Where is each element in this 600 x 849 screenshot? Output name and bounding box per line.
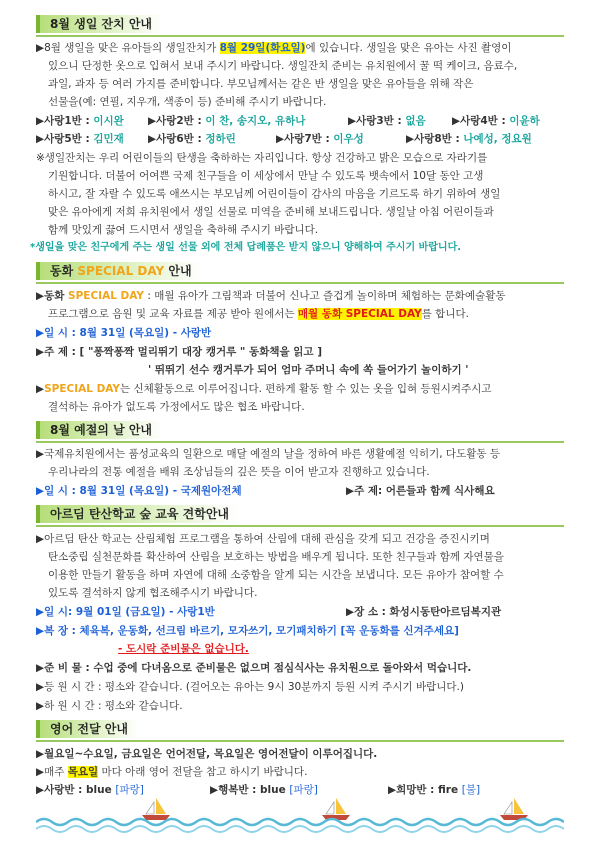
section-title: 아르딤 탄산학교 숲 교육 견학안내 xyxy=(50,507,230,521)
text-line: ▶매주 목요일 마다 아래 영어 전달을 참고 하시기 바랍니다. xyxy=(36,766,308,778)
divider xyxy=(36,525,564,527)
section-title: 8월 생일 잔치 안내 xyxy=(50,17,153,31)
topic-line: ▶주 제: 어른들과 함께 식사해요 xyxy=(346,485,495,497)
notice-line: *생일을 맞은 친구에게 주는 생일 선물 외에 전체 답례품은 받지 않으니 양해하여 주시기 바랍니다. xyxy=(30,242,462,253)
text-line: 우리나라의 전통 예절을 배워 조상님들의 깊은 뜻을 이어 받고자 진행하고 있습니다. xyxy=(48,466,430,478)
english-class-1: ▶사랑반 : blue [파랑] xyxy=(36,784,144,796)
lunchbox-note: - 도시락 준비물은 없습니다. xyxy=(118,643,249,655)
text-line: 있도록 결석하지 않게 협조해주시기 바랍니다. xyxy=(48,587,258,599)
text-line: 이용한 만들기 활동을 하며 자연에 대해 소중함을 알게 되는 시간을 보냅니다. 모든 유아가 참여할 수 xyxy=(48,569,504,581)
text-line: ▶아르딤 탄산 학교는 산림체험 프로그램을 통하여 산림에 대해 관심을 갖게 되고 건강을 증진시키며 xyxy=(36,533,490,545)
birthday-date: 8월 29일(화요일) xyxy=(219,42,306,54)
sailboat-icon xyxy=(322,798,350,820)
topic-line: ' 뛰뛰기 선수 캥거루가 되어 엄마 주머니 속에 쏙 들어가기 놀이하기 ' xyxy=(148,364,469,376)
arrival-line: ▶등 원 시 간 : 평소와 같습니다. (걸어오는 유아는 9시 30분까지 등원 시켜 주시기 바랍니다.) xyxy=(36,681,464,693)
sailboat-icon xyxy=(500,798,528,820)
attire-line: ▶복 장 : 체육복, 운동화, 선크림 바르기, 모자쓰기, 모기패치하기 [꼭 운동화를 신겨주세요] xyxy=(36,625,459,637)
birthday-names-row-1: ▶사랑1반 : 이시완 ▶사랑2반 : 이 찬, 송지오, 유하나 ▶사랑3반 : 없음 ▶사랑4반 : 이윤하 xyxy=(36,115,540,127)
section-header-english xyxy=(36,720,138,738)
sailboat-icon xyxy=(142,798,170,820)
departure-line: ▶하 원 시 간 : 평소와 같습니다. xyxy=(36,700,183,712)
text-line: 있으니 단정한 옷으로 입혀서 보내 주시기 바랍니다. 생일잔치 준비는 유치원에서 꿀 떡 케이크, 음료수, xyxy=(48,60,518,72)
divider xyxy=(36,441,564,443)
divider xyxy=(36,282,564,284)
text-line: 프로그램으로 음원 및 교육 자료를 제공 받아 원에서는 매월 동화 SPECIAL DAY를 합니다. xyxy=(48,308,469,320)
location-line: ▶장 소 : 화성시동탄아르딤복지관 xyxy=(346,606,502,618)
wave-sailboat-decoration xyxy=(36,790,564,836)
divider xyxy=(36,740,564,742)
text-line: 탄소중립 실천문화를 확산하여 산림을 보호하는 방법을 배우게 됩니다. 또한 친구들과 함께 자연물을 xyxy=(48,551,504,563)
text-line: 기원합니다. 더불어 어여쁜 국제 친구들을 이 세상에서 만날 수 있도록 뱃속에서 10달 동안 고생 xyxy=(48,170,484,182)
section-title: 8월 예절의 날 안내 xyxy=(50,423,153,437)
topic-line: ▶주 제 : [ "퐁짝퐁짝 멀리뛰기 대장 캥거루 " 동화책을 읽고 ] xyxy=(36,346,323,358)
text-line: ※생일잔치는 우리 어린이들의 탄생을 축하하는 자리입니다. 항상 건강하고 밝은 모습으로 자라기를 xyxy=(36,152,488,164)
schedule-line: ▶일 시 : 8월 31일 (목요일) - 사랑반 xyxy=(36,327,212,339)
birthday-names-row-2: ▶사랑5반 : 김민재 ▶사랑6반 : 정하린 ▶사랑7반 : 이우성 ▶사랑8반 : 나예성, 정요원 xyxy=(36,133,532,145)
text-line: ▶8월 생일을 맞은 유아들의 생일잔치가 8월 29일(화요일)에 있습니다. 생일을 맞은 유아는 사진 촬영이 xyxy=(36,42,512,54)
section-header-etiquette xyxy=(36,421,162,439)
text-line: 결석하는 유아가 없도록 가정에서도 많은 협조 바랍니다. xyxy=(48,401,305,413)
text-line: 선물을(예: 연필, 지우개, 색종이 등) 준비해 주시기 바랍니다. xyxy=(48,96,327,108)
section-title: 영어 전달 안내 xyxy=(50,722,128,736)
text-line: ▶국제유치원에서는 품성교육의 일환으로 매달 예절의 날을 정하여 바른 생활예절 익히기, 다도활동 등 xyxy=(36,448,500,460)
section-header-forest-school xyxy=(36,505,239,523)
english-class-3: ▶희망반 : fire [불] xyxy=(388,784,481,796)
text-line: ▶월요일~수요일, 금요일은 언어전달, 목요일은 영어전달이 이루어집니다. xyxy=(36,748,378,760)
schedule-line: ▶일 시: 9월 01일 (금요일) - 사랑1반 xyxy=(36,606,215,618)
text-line: 함께 맛있게 끓여 드시면서 생일을 축하해 주시기 바랍니다. xyxy=(48,224,319,236)
divider xyxy=(36,35,564,37)
text-line: 과일, 과자 등 여러 가지를 준비합니다. 부모님께서는 같은 반 생일을 맞은 유아들을 위해 작은 xyxy=(48,78,474,90)
text-line: 맞은 유아에게 저희 유치원에서 생일 선물로 미역을 준비해 보내드립니다. 생일날 아침 어린이들과 xyxy=(48,206,494,218)
schedule-line: ▶일 시 : 8월 31일 (목요일) - 국제원아전체 xyxy=(36,485,242,497)
english-class-2: ▶행복반 : blue [파랑] xyxy=(210,784,318,796)
section-header-birthday xyxy=(36,15,162,33)
text-line: 하시고, 잘 자랄 수 있도록 애쓰시는 부모님께 어린이들이 감사의 마음을 기르도록 하기 위하여 생일 xyxy=(48,188,501,200)
text-line: ▶SPECIAL DAY는 신체활동으로 이루어집니다. 편하게 활동 할 수 있는 옷을 입혀 등원시켜주시고 xyxy=(36,383,492,395)
text-line: ▶동화 SPECIAL DAY : 매월 유아가 그림책과 더불어 신나고 즐겁게 놀이하며 체험하는 문화예술활동 xyxy=(36,290,506,302)
supplies-line: ▶준 비 물 : 수업 중에 다녀옴으로 준비물은 없으며 점심식사는 유치원으로 돌아와서 먹습니다. xyxy=(36,662,472,674)
section-header-special-day: 동화 SPECIAL DAY 안내 xyxy=(36,262,202,280)
